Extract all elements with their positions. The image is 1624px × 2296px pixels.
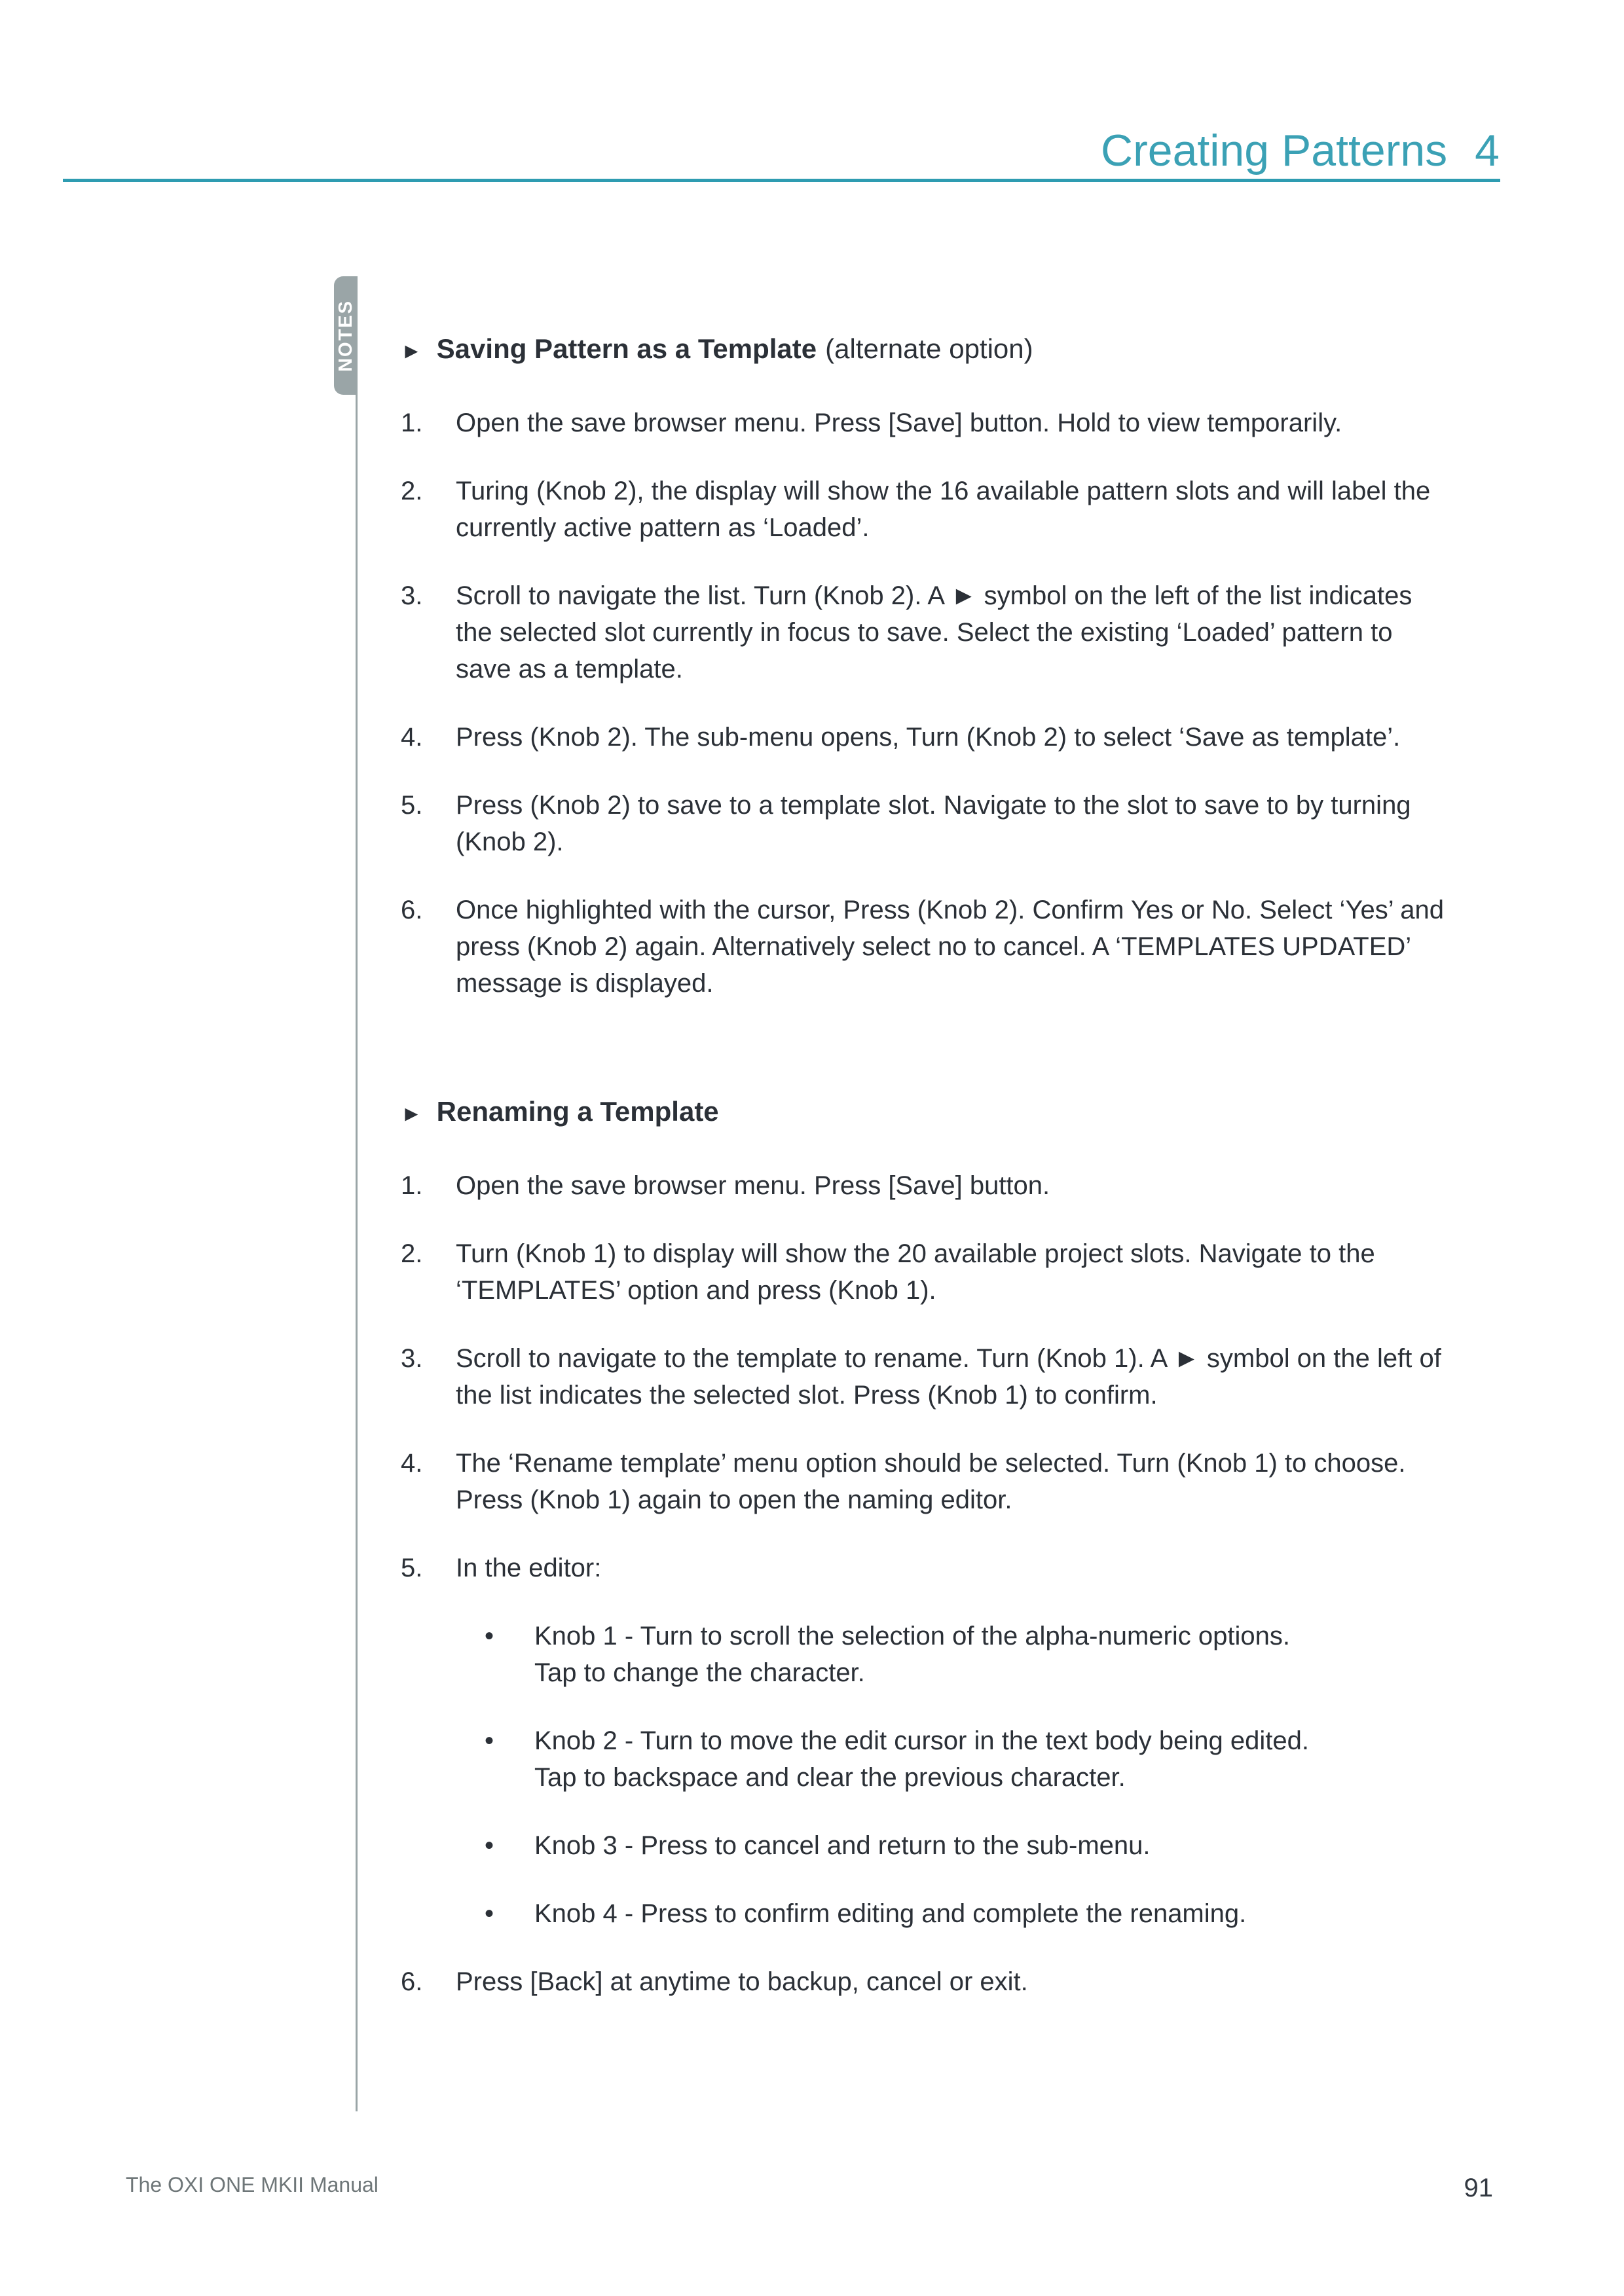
list-item <box>401 473 1514 546</box>
list-item <box>401 577 1514 687</box>
list-item-text: Press (Knob 1) again to open the naming editor. <box>456 1485 1012 1514</box>
list-number: 2. <box>401 1239 423 1268</box>
bullet-item-text: Knob 3 - Press to cancel and return to the sub-menu. <box>534 1831 1151 1860</box>
list-number: 6. <box>401 896 423 924</box>
list-item-text: Press (Knob 2). The sub-menu opens, Turn (Knob 2) to select ‘Save as template’. <box>456 723 1401 752</box>
list-item <box>401 1963 1514 2000</box>
list-number: 3. <box>401 581 423 610</box>
list-number: 4. <box>401 1449 423 1478</box>
list-item-text: the list indicates the selected slot. Press (Knob 1) to confirm. <box>456 1381 1158 1410</box>
list-item-text: Press [Back] at anytime to backup, cancel or exit. <box>456 1967 1028 1996</box>
arrow-right-icon: ► <box>401 338 422 363</box>
list-number: 4. <box>401 723 423 752</box>
list-item-text: Open the save browser menu. Press [Save] button. <box>456 1171 1050 1200</box>
list-item <box>401 1445 1514 1518</box>
list-item-text: message is displayed. <box>456 969 714 998</box>
bullet-item <box>401 1618 1514 1691</box>
bullet-marker: • <box>485 1726 494 1755</box>
list-item <box>401 892 1514 1002</box>
chapter-heading <box>1101 128 1500 173</box>
list-item-text: press (Knob 2) again. Alternatively select no to cancel. A ‘TEMPLATES UPDATED’ <box>456 932 1412 961</box>
list-item <box>401 787 1514 860</box>
list-item-text: the selected slot currently in focus to save. Select the existing ‘Loaded’ pattern to <box>456 618 1393 647</box>
list-item-text: currently active pattern as ‘Loaded’. <box>456 513 870 542</box>
list-number: 3. <box>401 1344 423 1373</box>
list-item-text: Press (Knob 2) to save to a template slot. Navigate to the slot to save to by turning <box>456 791 1411 820</box>
list-item-text: save as a template. <box>456 655 683 683</box>
list-number: 2. <box>401 477 423 505</box>
list-item-text: Once highlighted with the cursor, Press (Knob 2). Confirm Yes or No. Select ‘Yes’ and <box>456 896 1444 924</box>
bullet-item-text: Knob 2 - Turn to move the edit cursor in the text body being edited. <box>534 1726 1309 1755</box>
notes-tab-label: NOTES <box>335 299 356 372</box>
list-item-text: Turn (Knob 1) to display will show the 20 available project slots. Navigate to the <box>456 1239 1375 1268</box>
section-heading-bold: Saving Pattern as a Template <box>436 333 817 364</box>
footer-page-number: 91 <box>1464 2174 1493 2202</box>
list-item-text: Scroll to navigate to the template to rename. Turn (Knob 1). A ► symbol on the left of <box>456 1344 1441 1373</box>
bullet-item-text: Knob 4 - Press to confirm editing and complete the renaming. <box>534 1899 1247 1928</box>
chapter-title: Creating Patterns <box>1101 126 1448 175</box>
list-item <box>401 1167 1514 1204</box>
list-number: 1. <box>401 1171 423 1200</box>
section-heading-renaming-template <box>401 1093 1514 1132</box>
list-number: 1. <box>401 409 423 437</box>
arrow-right-icon: ► <box>401 1101 422 1125</box>
bullet-item-text: Tap to backspace and clear the previous character. <box>534 1763 1126 1792</box>
page-content <box>401 331 1514 2032</box>
chapter-number: 4 <box>1475 126 1500 175</box>
list-item <box>401 1340 1514 1413</box>
section-heading-saving-pattern <box>401 331 1514 369</box>
bullet-marker: • <box>485 1899 494 1928</box>
list-item-text: ‘TEMPLATES’ option and press (Knob 1). <box>456 1276 936 1305</box>
list-item-text: (Knob 2). <box>456 828 564 856</box>
list-item-text: Turing (Knob 2), the display will show the 16 available pattern slots and will label the <box>456 477 1431 505</box>
list-number: 5. <box>401 791 423 820</box>
bullet-item <box>401 1895 1514 1932</box>
list-item <box>401 1235 1514 1309</box>
list-item-text: The ‘Rename template’ menu option should be selected. Turn (Knob 1) to choose. <box>456 1449 1406 1478</box>
list-item <box>401 719 1514 756</box>
bullet-item-text: Tap to change the character. <box>534 1658 865 1687</box>
bullet-item <box>401 1722 1514 1796</box>
bullet-item <box>401 1827 1514 1864</box>
list-item-text: Scroll to navigate the list. Turn (Knob 2). A ► symbol on the left of the list indicates <box>456 581 1412 610</box>
list-number: 6. <box>401 1967 423 1996</box>
list-item-text: In the editor: <box>456 1554 602 1582</box>
section-heading-bold: Renaming a Template <box>436 1096 719 1127</box>
header-rule <box>63 179 1500 182</box>
list-number: 5. <box>401 1554 423 1582</box>
notes-tab <box>334 276 358 395</box>
notes-side-rule <box>356 395 358 2111</box>
bullet-item-text: Knob 1 - Turn to scroll the selection of the alpha-numeric options. <box>534 1622 1290 1650</box>
list-item-text: Open the save browser menu. Press [Save] button. Hold to view temporarily. <box>456 409 1342 437</box>
list-item <box>401 1550 1514 1586</box>
bullet-marker: • <box>485 1622 494 1650</box>
section-heading-suffix: (alternate option) <box>825 333 1033 364</box>
list-item <box>401 405 1514 441</box>
bullet-marker: • <box>485 1831 494 1860</box>
footer-manual-title: The OXI ONE MKII Manual <box>126 2173 378 2196</box>
